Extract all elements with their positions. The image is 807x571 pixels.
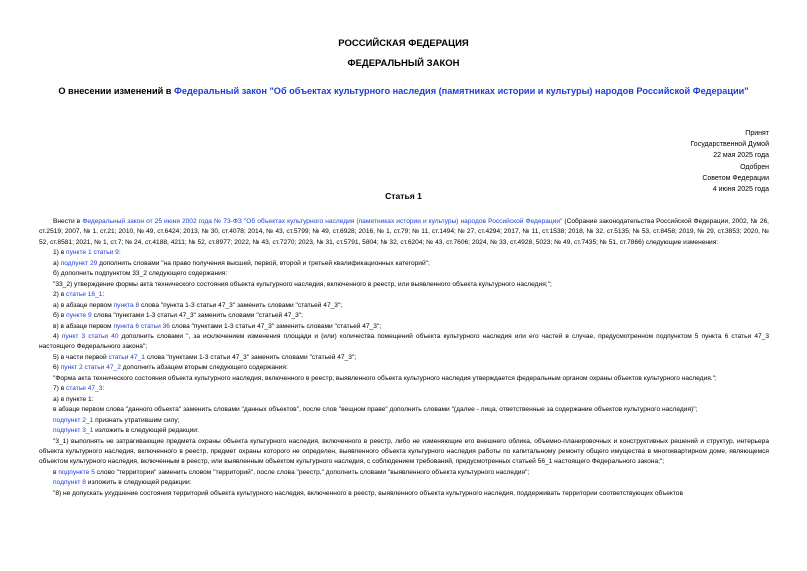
adoption-line: 22 мая 2025 года [713, 152, 769, 160]
paragraph: подпункт 3_1 изложить в следующей редакции: [53, 427, 199, 435]
reference-link[interactable]: пункт 3 статьи 40 [61, 332, 119, 340]
paragraph: "33_2) утверждение формы акта технического состояния объекта культурного наследия, включенного в реестр, или выявленного объекта культурного наследия;"; [53, 280, 552, 288]
doc-type-heading: ФЕДЕРАЛЬНЫЙ ЗАКОН [347, 58, 460, 69]
paragraph: 5) в части первой статьи 47_1 слова "пунктами 1-3 статьи 47_3" заменить словами "статьей 47_3"; [53, 353, 357, 361]
paragraph: "Форма акта технического состояния объекта культурного наследия, включенного в реестр, выявленного объекта культурного наследия утверждается федеральным органом охраны объектов культурного наследия."; [53, 374, 717, 382]
paragraph: 6) пункт 2 статьи 47_2 дополнить абзацем вторым следующего содержания: [53, 364, 288, 372]
reference-link[interactable]: пункте 1 статьи 9 [66, 249, 119, 257]
paragraph: в) в абзаце первом пункта 6 статьи 36 слова "пунктами 1-3 статьи 47_3" заменить словами "статьей 47_3"; [53, 322, 382, 330]
reference-link[interactable]: пункта 6 статьи 36 [113, 322, 170, 330]
reference-link[interactable]: подпункт 3_1 [53, 427, 94, 435]
paragraph: а) в пункте 1: [53, 395, 94, 403]
reference-link[interactable]: подпункт 2_1 [53, 416, 94, 424]
paragraph: в абзаце первом слова "данного объекта" заменить словами "данных объектов", после слов "вещном праве" дополнить словами "(далее - лица, ответственные за содержание объектов культурного наследия)"; [53, 406, 698, 414]
paragraph: 7) в статье 47_3: [53, 385, 105, 393]
reference-link[interactable]: статьи 47_1 [108, 353, 145, 361]
paragraph: Внести в Федеральный закон от 25 июня 2002 года № 73-ФЗ "Об объектах культурного наследия (памятниках истории и культуры) народов Российской Федерации" (Собрание законодательства Российской Федерации, 2002, № 26, ст.2519; 2007, № 1, ст.21; 2010, № 49, ст.6424; 2013, № 30, ст.4078; 2014, № 43, ст.5799; № 49, ст.6928; 2016, № 1, ст.79; № 11, ст.1494; № 27, ст.4294; 2017, № 11, ст.1538; 2018, № 32, ст.5135; № 53, ст.8458; 2019, № 29, ст.3853; 2020, № 52, ст.8581; 2021, № 1, ст.7; № 24, ст.4188, 4211; № 52, ст.8977; 2022, № 43, ст.7270; 2023, № 31, ст.5791, 5804; № 32, ст.6204; № 43, ст.7606; 2024, № 33, ст.4928, 5023; № 49, ст.7435; № 51, ст.7866) следующие изменения: [39, 218, 769, 246]
adoption-line: Принят [745, 130, 769, 137]
paragraph: "3_1) выполнять не затрагивающие предмета охраны объекта культурного наследия, включенного в реестр, либо не изменяющие его внешнего облика, объемно-планировочных и конструктивных решений и структур, интерьера объекта культурного наследия, включенного в реестр, предмет охраны которого не определен, выявленного объекта культурного наследия работы по капитальному ремонту общего имущества в многоквартирном доме, являющемся объектом культурного наследия, включенным в реестр, или выявленным объектом культурного наследия, с соблюдением требований, предусмотренных статьей 56_1 настоящего Федерального закона;"; [39, 437, 769, 466]
reference-link[interactable]: статье 47_3 [66, 385, 103, 393]
reference-link[interactable]: подпункт 29 [60, 259, 98, 267]
law-title [30, 86, 777, 96]
adoption-line: Советом Федерации [702, 174, 769, 182]
reference-link[interactable]: пункт 2 статьи 47_2 [60, 364, 121, 372]
country-heading: РОССИЙСКАЯ ФЕДЕРАЦИЯ [338, 38, 469, 49]
paragraph: 2) в статье 16_1: [53, 291, 105, 299]
paragraph: а) в абзаце первом пункта 8 слова "пункта 1-3 статьи 47_3" заменить словами "статьей 47_3"; [53, 301, 343, 309]
law-reference-link[interactable]: Федеральный закон от 25 июня 2002 года № 73-ФЗ "Об объектах культурного наследия (памятниках истории и культуры) народов Российской Федерации" [82, 218, 563, 225]
reference-link[interactable]: пункте 9 [66, 312, 92, 320]
adoption-line: Одобрен [740, 163, 769, 171]
paragraph: подпункт 2_1 признать утратившим силу; [53, 416, 180, 424]
law-title-prefix: О внесении изменений в [58, 86, 174, 96]
reference-link[interactable]: подпункте 5 [58, 468, 95, 476]
article-heading: Статья 1 [385, 191, 422, 201]
paragraph: в подпункте 5 слово "территории" заменить словом "территорий", после слова "реестр," дополнить словами "выявленного объекта культурного наследия"; [53, 468, 530, 476]
paragraph: б) дополнить подпунктом 33_2 следующего содержания: [53, 270, 228, 278]
reference-link[interactable]: статье 16_1 [66, 291, 103, 299]
adoption-info [690, 128, 769, 195]
paragraph: подпункт 8 изложить в следующей редакции: [53, 479, 192, 487]
reference-link[interactable]: пункта 8 [113, 301, 140, 309]
paragraph: б) в пункте 9 слова "пунктами 1-3 статьи 47_3" заменить словами "статьей 47_3"; [53, 312, 303, 320]
adoption-line: Государственной Думой [690, 141, 769, 149]
article-body [39, 217, 769, 499]
paragraph: 1) в пункте 1 статьи 9: [53, 249, 121, 257]
paragraph: "8) не допускать ухудшение состояния территорий объекта культурного наследия, включенного в реестр, выявленного объекта культурного наследия, поддерживать территории соответствующих объектов [53, 489, 683, 497]
adoption-line: 4 июня 2025 года [712, 186, 769, 194]
paragraph: 4) пункт 3 статьи 40 дополнить словами ", за исключением изменения площади и (или) количества помещений объекта культурного наследия или его частей в случае, предусмотренном подпунктом 5 пункта 6 статьи 47_3 настоящего Федерального закона"; [39, 332, 769, 351]
law-title-link[interactable]: Федеральный закон "Об объектах культурного наследия (памятниках истории и культуры) народов Российской Федерации" [174, 86, 749, 96]
paragraph: а) подпункт 29 дополнить словами "на право получения высшей, первой, второй и третьей квалификационных категорий"; [53, 259, 430, 267]
reference-link[interactable]: подпункт 8 [53, 479, 86, 487]
